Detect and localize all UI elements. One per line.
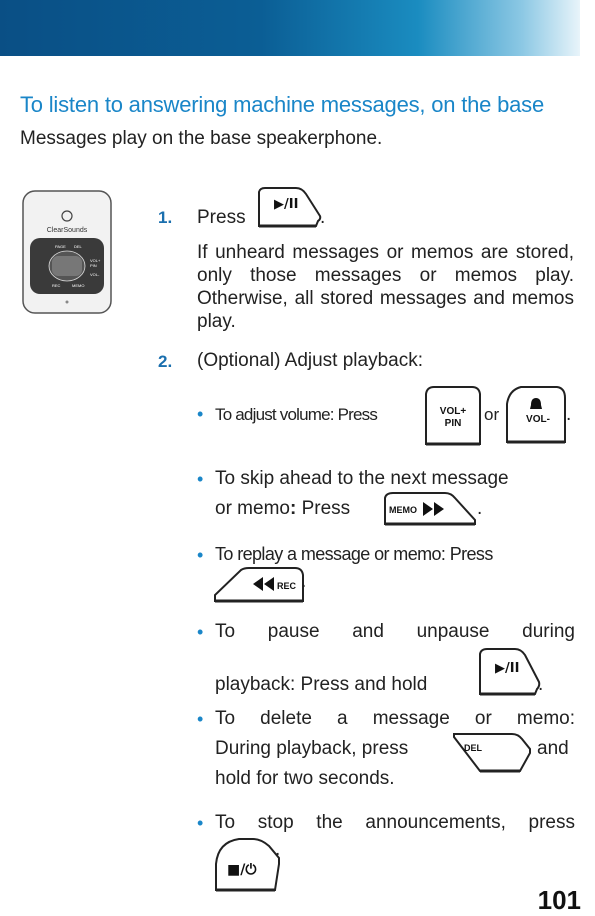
volume-down-button-icon xyxy=(505,384,572,444)
device-key-del: DEL xyxy=(74,244,82,249)
svg-text:MEMO: MEMO xyxy=(389,505,417,515)
pause-period: . xyxy=(538,674,544,695)
base-device-illustration xyxy=(22,190,112,314)
svg-text:VOL+: VOL+ xyxy=(439,406,467,417)
pause-instruction-line2: playback: Press and hold xyxy=(215,674,428,695)
rec-button-icon xyxy=(213,565,305,605)
device-key-rec: REC xyxy=(52,283,61,288)
stop-period: . xyxy=(275,839,281,860)
device-brand-text: ClearSounds xyxy=(46,227,88,234)
svg-text:■/⏻: ■/⏻ xyxy=(227,862,257,878)
svg-text:PIN: PIN xyxy=(444,418,462,429)
step-1-note: If unheard messages or memos are stored, only those messages or memos play. Otherwise, all stored messages and memos play. xyxy=(197,242,574,332)
volume-instruction: To adjust volume: Press xyxy=(215,405,378,424)
skip-memo-text: or memo xyxy=(215,498,290,519)
bullet-dot: • xyxy=(197,545,204,565)
pause-instruction-line1: To pause and unpause during xyxy=(215,621,575,642)
volume-period: . xyxy=(566,404,572,425)
delete-instruction-line1: To delete a message or memo: xyxy=(215,708,575,729)
page-number: 101 xyxy=(537,885,581,915)
svg-text:VOL-: VOL- xyxy=(526,414,550,425)
device-key-volup: VOL+ xyxy=(90,258,101,263)
replay-instruction: To replay a message or memo: Press xyxy=(215,544,493,564)
skip-colon: : xyxy=(289,498,297,519)
play-pause-button-icon xyxy=(477,646,544,696)
replay-period: . xyxy=(301,571,307,592)
skip-press-text: Press xyxy=(296,498,351,519)
device-key-voldown: VOL- xyxy=(90,272,100,277)
bullet-dot: • xyxy=(197,469,204,489)
step-2-text: (Optional) Adjust playback: xyxy=(197,350,424,371)
delete-instruction-line3: hold for two seconds. xyxy=(215,768,395,789)
del-button-icon xyxy=(452,731,532,773)
device-key-memo: MEMO xyxy=(72,283,85,288)
svg-text:DEL: DEL xyxy=(464,743,482,753)
volume-up-button-icon xyxy=(424,384,482,446)
memo-button-icon xyxy=(383,490,477,526)
delete-instruction-line2: During playback, press xyxy=(215,738,409,759)
step-1-press-label: Press xyxy=(197,207,246,228)
bullet-dot: • xyxy=(197,622,204,642)
volume-or: or xyxy=(484,405,500,424)
skip-period: . xyxy=(477,498,483,519)
step-1-number: 1. xyxy=(158,208,173,227)
header-banner xyxy=(0,0,580,56)
device-key-pin: PIN xyxy=(90,263,97,268)
play-pause-button-icon xyxy=(256,186,322,228)
stop-power-button-icon xyxy=(213,836,281,892)
svg-text:▶/II: ▶/II xyxy=(495,661,520,676)
bullet-dot: • xyxy=(197,709,204,729)
step-2-number: 2. xyxy=(158,352,173,371)
section-subheading: Messages play on the base speakerphone. xyxy=(20,128,383,149)
skip-instruction-line1: To skip ahead to the next message xyxy=(215,468,509,489)
bullet-dot: • xyxy=(197,404,204,424)
bullet-dot: • xyxy=(197,813,204,833)
device-key-page: PAGE xyxy=(55,244,66,249)
svg-text:▶/II: ▶/II xyxy=(274,197,299,212)
section-heading: To listen to answering machine messages, on the base xyxy=(20,92,545,117)
step-1-period: . xyxy=(320,207,326,228)
skip-instruction-line2 xyxy=(215,497,350,520)
svg-text:REC: REC xyxy=(277,581,297,591)
stop-instruction-line1: To stop the announcements, press xyxy=(215,812,575,833)
delete-and: and xyxy=(537,738,569,759)
